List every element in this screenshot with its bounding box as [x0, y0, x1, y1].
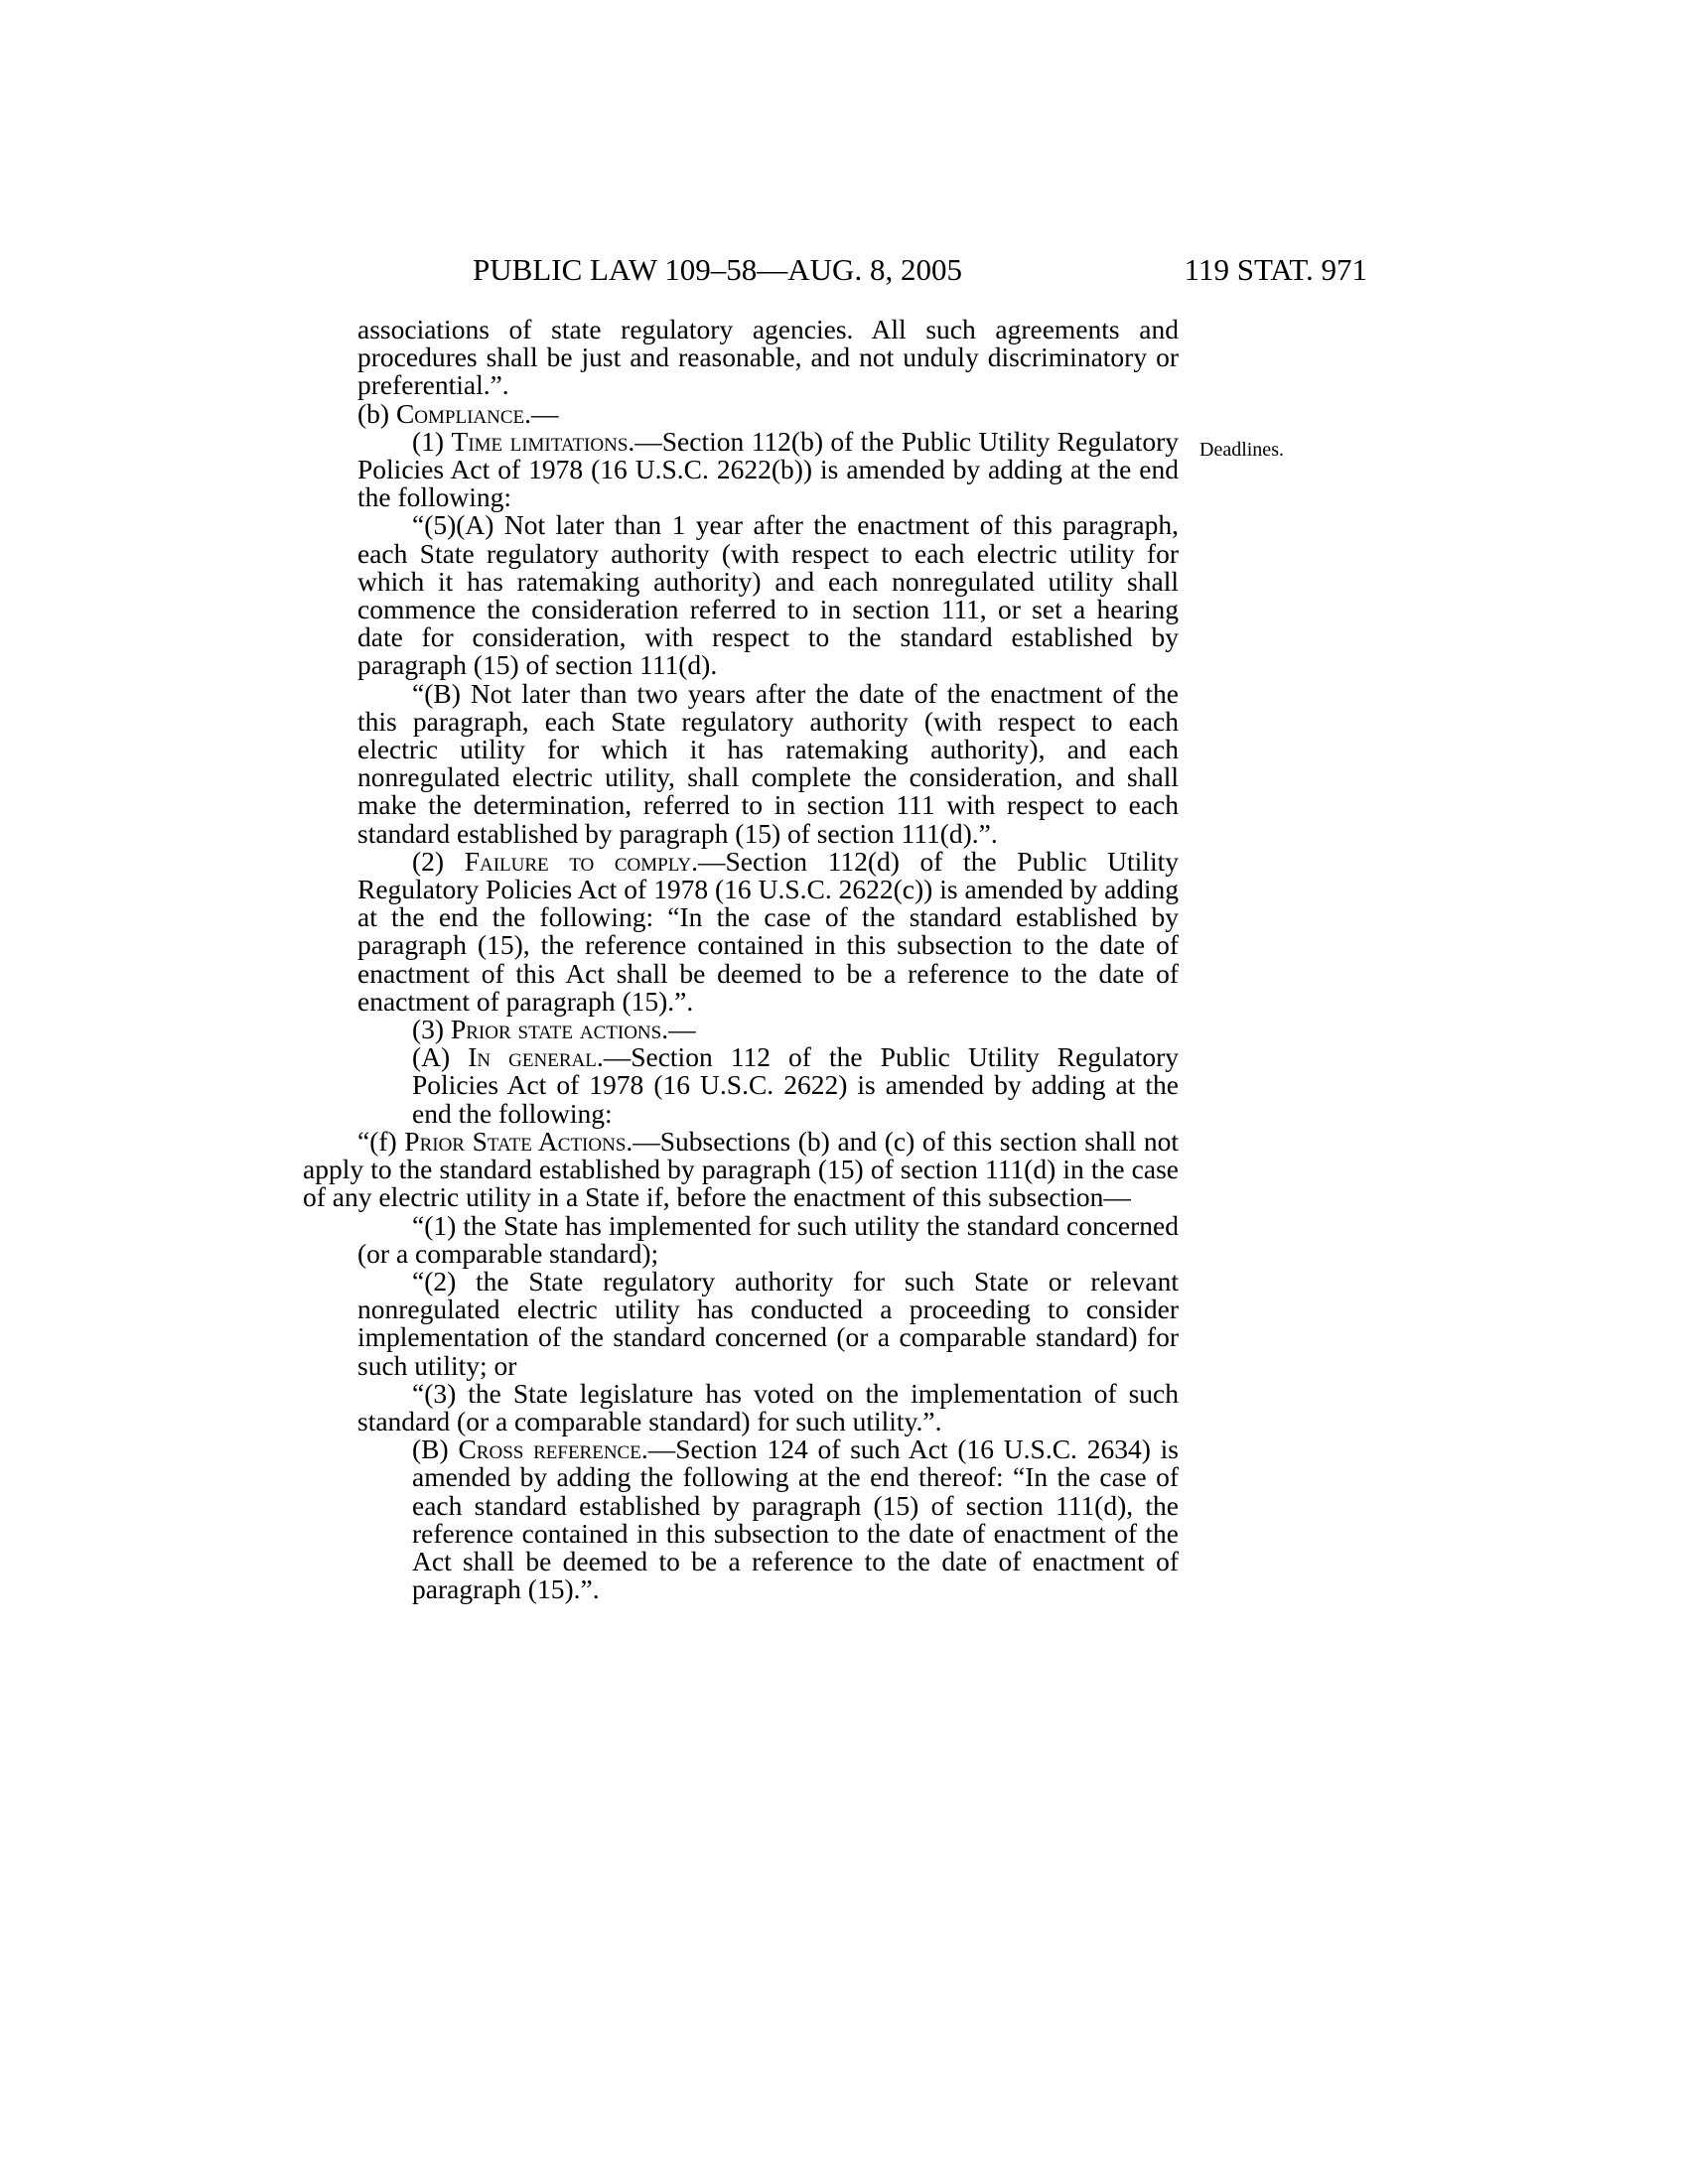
quoted-clause-1 — [303, 1209, 1179, 1269]
paragraph-text: “(5)(A) Not later than 1 year after the enactment of this paragraph, each State regulatory authority (with respect to each electric utility for which it has ratemaking authority) and each nonregulated utility shall commence the consideration referred to in section 111, or set a hearing date for consideration, with respect to the standard established by paragraph (15) of section 111(d). — [357, 509, 1179, 681]
page-number-stat: 119 STAT. 971 — [1184, 252, 1367, 287]
document-body — [303, 316, 1179, 1603]
paragraph-enumerator: (A) — [412, 1041, 469, 1073]
paragraph-text: “(1) the State has implemented for such utility the standard concerned (or a comparable standard); — [357, 1209, 1179, 1269]
paragraph-text: associations of state regulatory agencies. All such agreements and procedures shall be just and reasonable, and not unduly discriminatory or preferential.”. — [357, 314, 1179, 401]
paragraph-text: — — [668, 1014, 696, 1045]
paragraph-heading: Cross reference. — [458, 1433, 648, 1465]
paragraph-text: “(B) Not later than two years after the date of the enactment of the this paragraph, each State regulatory authority (with respect to each electric utility for which it has ratemaking authority), and each nonregulated electric utility, shall complete the consideration, and shall make the determination, referred to in section 111 with respect to each standard established by paragraph (15) of section 111(d).”. — [357, 677, 1179, 849]
paragraph-enumerator: (b) — [357, 397, 396, 429]
paragraph-text: —Section 112(b) of the Public Utility Regulatory Policies Act of 1978 (16 U.S.C. 2622(b)) is amended by adding at the end the following: — [357, 425, 1179, 513]
paragraph-continuation — [303, 316, 1179, 400]
paragraph-text: “(3) the State legislature has voted on the implementation of such standard (or a comparable standard) for such utility.”. — [357, 1377, 1179, 1436]
paragraph-heading: Compliance. — [395, 397, 532, 429]
paragraph-enumerator: (1) — [412, 425, 452, 457]
paragraph-text: —Section 112 of the Public Utility Regulatory Policies Act of 1978 (16 U.S.C. 2622) is amended by adding at the end the following: — [412, 1041, 1179, 1129]
paragraph-heading: Prior State Actions. — [404, 1125, 633, 1157]
quoted-clause-2 — [303, 1265, 1179, 1381]
paragraph-enumerator: (2) — [412, 845, 465, 877]
running-head — [0, 250, 1688, 290]
paragraph-text: —Section 124 of such Act (16 U.S.C. 2634) is amended by adding the following at the end thereof: “In the case of each standard established by paragraph (15) of section 111(d), the reference contained in this subsection to the date of enactment of the Act shall be deemed to be a reference to the date of enactment of paragraph (15).”. — [412, 1433, 1179, 1605]
margin-note-deadlines: Deadlines. — [1199, 439, 1284, 461]
paragraph-text: “(2) the State regulatory authority for such State or relevant nonregulated electric utility has conducted a proceeding to consider implementation of the standard concerned (or a comparable standard) for such utility; or — [357, 1265, 1179, 1381]
paragraph-enumerator: (3) — [412, 1014, 451, 1045]
paragraph-text: —Subsections (b) and (c) of this section shall not apply to the standard established by paragraph (15) of section 111(d) in the case of any electric utility in a State if, before the enactment of this subsection— — [303, 1125, 1179, 1213]
paragraph-heading: Time limitations. — [451, 425, 635, 457]
paragraph-heading: Failure to comply. — [464, 845, 699, 877]
subparagraph-a-in-general — [303, 1043, 1179, 1128]
quoted-paragraph-5a — [303, 511, 1179, 679]
subparagraph-b-cross-reference — [303, 1435, 1179, 1603]
paragraph-text: — — [531, 397, 559, 429]
paragraph-2-failure-to-comply — [303, 845, 1179, 1017]
paragraph-1-time-limitations — [303, 425, 1179, 513]
quoted-paragraph-5b — [303, 677, 1179, 849]
paragraph-text: —Section 112(d) of the Public Utility Regulatory Policies Act of 1978 (16 U.S.C. 2622(c)) is amended by adding at the end the following: “In the case of the standard established by paragraph (15), the reference contained in this subsection to the date of enactment of this Act shall be deemed to be a reference to the date of enactment of paragraph (15).”. — [357, 845, 1179, 1017]
paragraph-heading: Prior state actions. — [450, 1014, 669, 1045]
paragraph-heading: In general. — [468, 1041, 604, 1073]
paragraph-3-prior-state-actions — [303, 1016, 1179, 1043]
paragraph-enumerator: (B) — [412, 1433, 459, 1465]
quoted-subsection-f — [303, 1125, 1179, 1213]
paragraph-enumerator: “(f) — [357, 1125, 405, 1157]
running-head-title: PUBLIC LAW 109–58—AUG. 8, 2005 — [473, 252, 962, 287]
quoted-clause-3 — [303, 1377, 1179, 1436]
subsection-b-compliance — [303, 397, 1179, 429]
